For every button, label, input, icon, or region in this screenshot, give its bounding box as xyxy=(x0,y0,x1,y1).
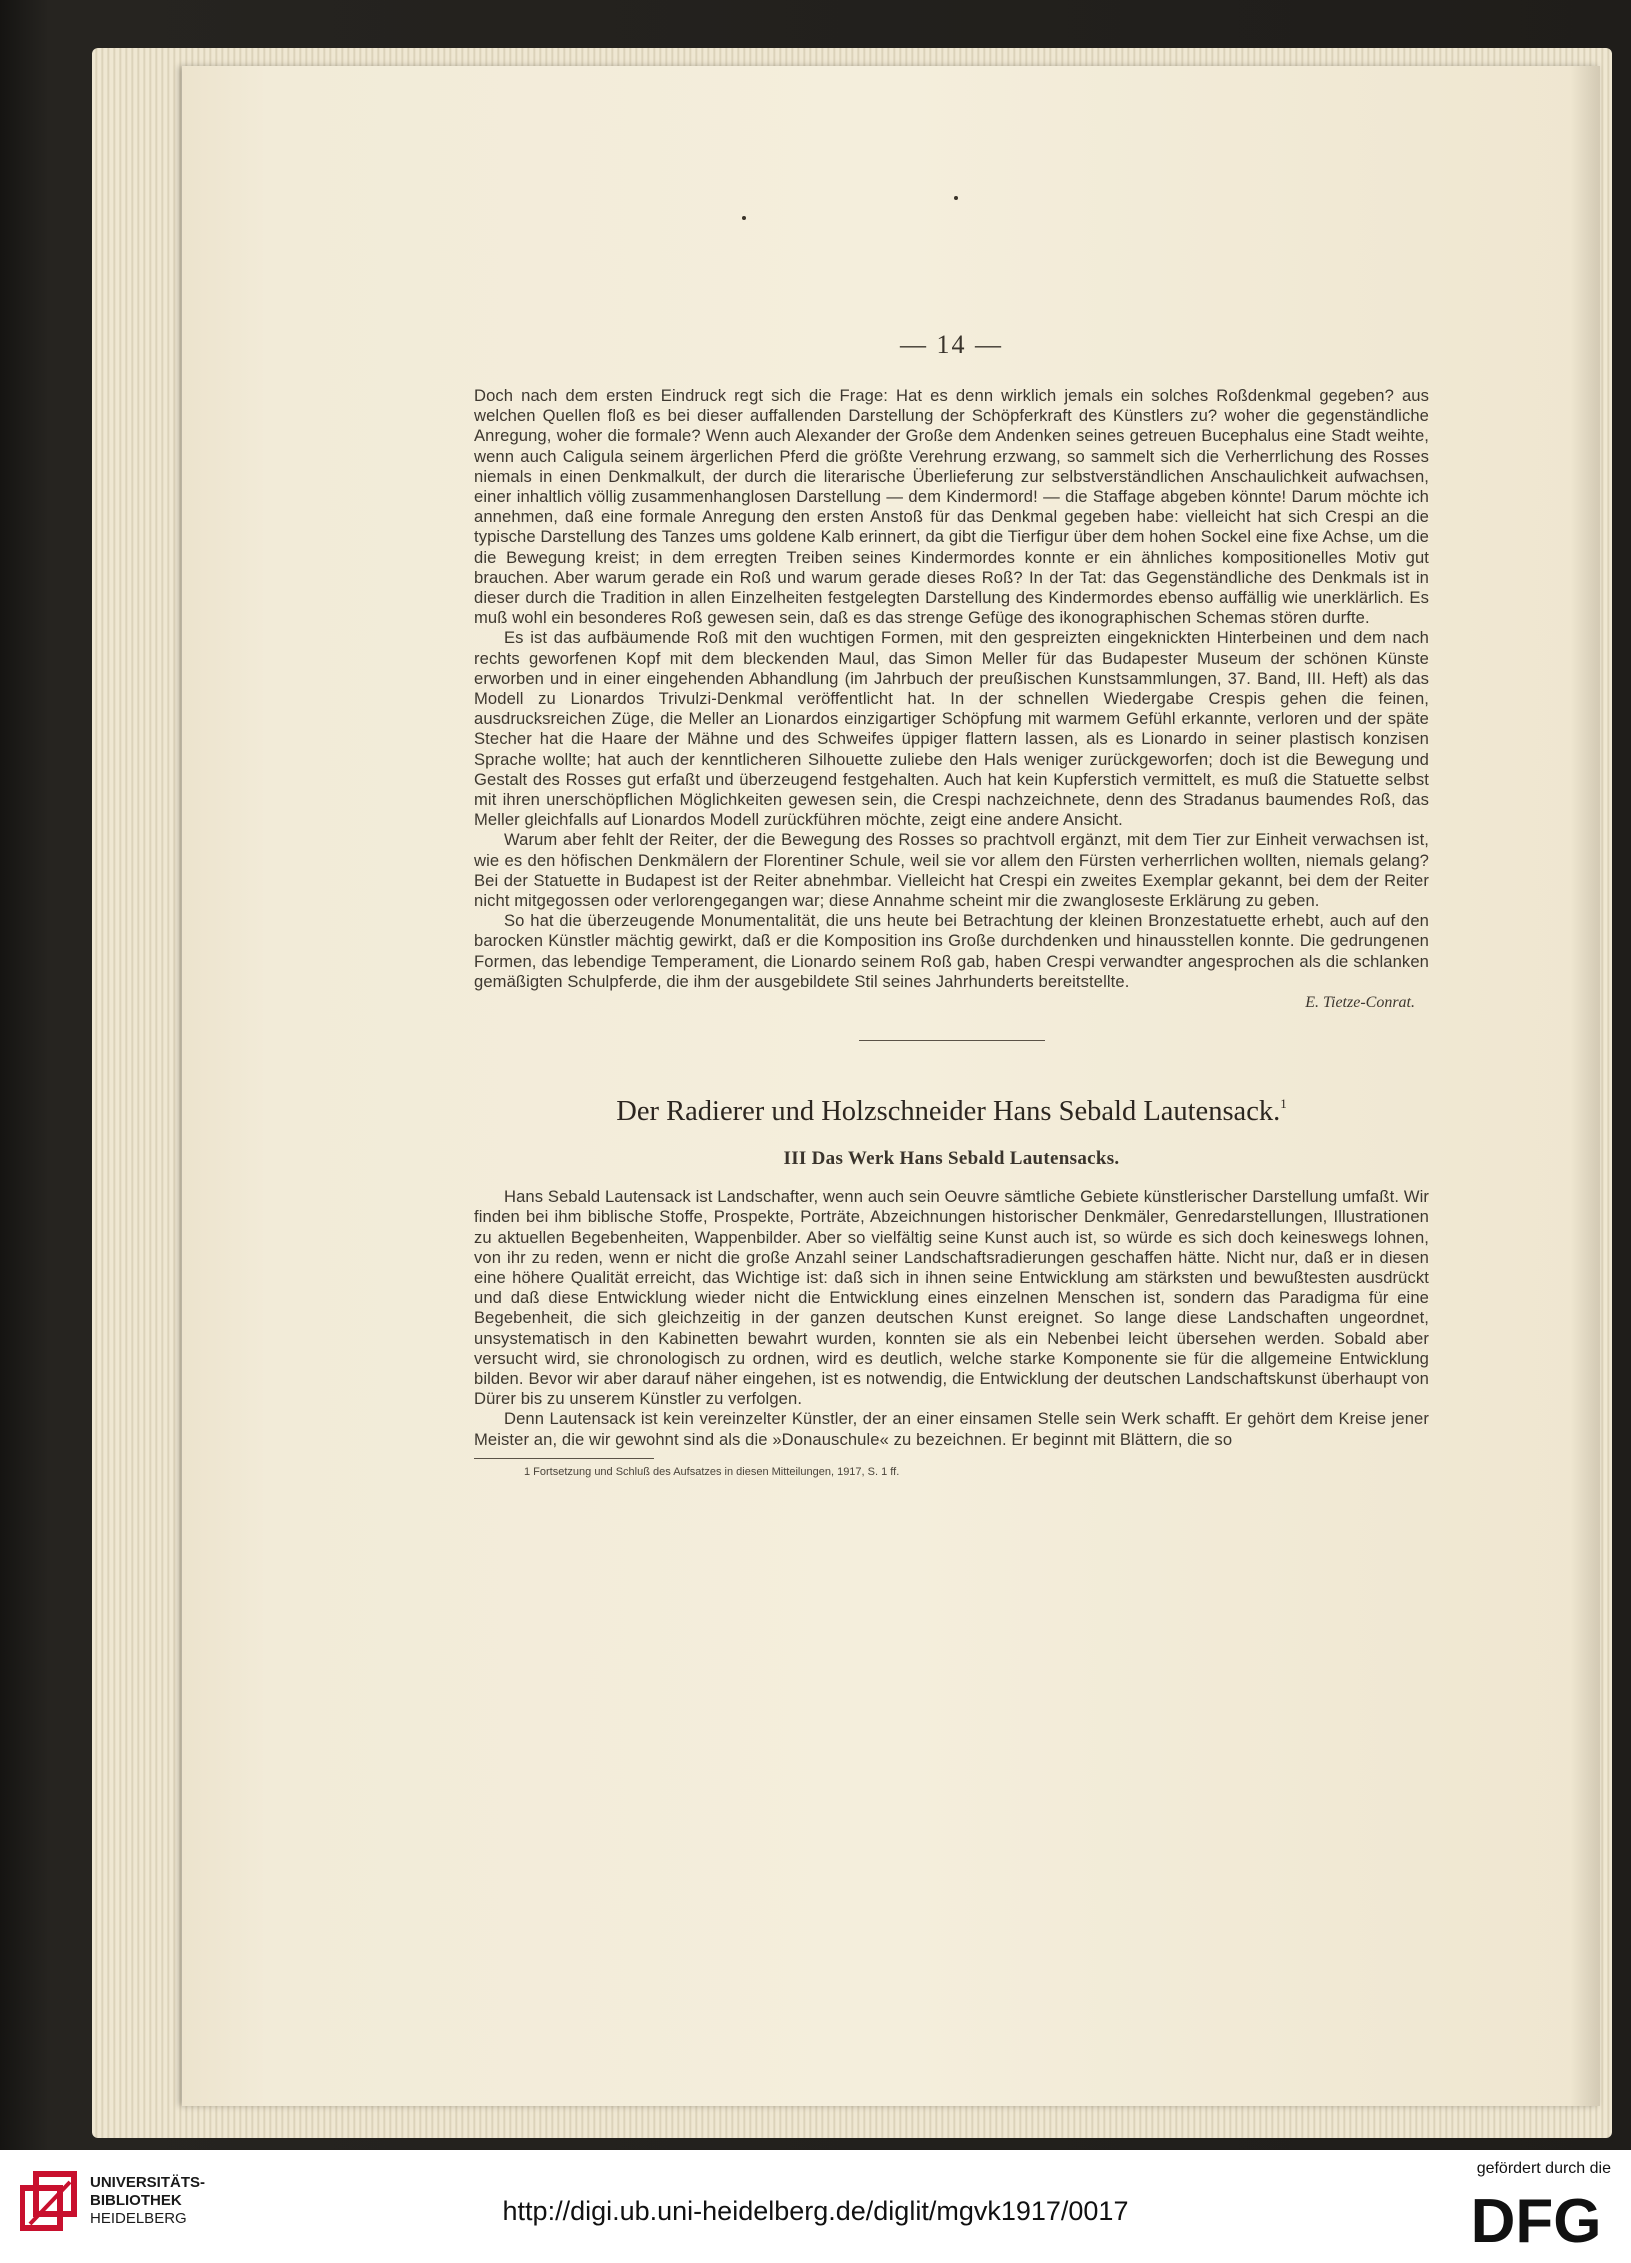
page-number: — 14 — xyxy=(900,330,1003,359)
article-title xyxy=(474,1087,1429,1129)
paper-speck xyxy=(954,196,958,200)
library-name-line: UNIVERSITÄTS- xyxy=(90,2174,206,2191)
body-paragraph: Warum aber fehlt der Reiter, der die Bewegung des Rosses so prachtvoll ergänzt, mit dem Tier zur Einheit verwachsen ist, wie es den höfischen Denkmälern der Florentiner Schule, weil sie vor allem den Fürsten verherrlichen wollten, niemals gelang? Bei der Statuette in Budapest ist der Reiter abnehmbar. Vielleicht hat Crespi ein zweites Exemplar gekannt, bei dem der Reiter nicht mitgegossen oder verlorengegangen war; diese Annahme scheint mir die zwangloseste Erklärung zu geben. xyxy=(474,830,1429,911)
article-title-text: Der Radierer und Holzschneider Hans Sebald Lautensack. xyxy=(616,1096,1281,1128)
body-paragraph: Doch nach dem ersten Eindruck regt sich die Frage: Hat es denn wirklich jemals ein solches Roßdenkmal gegeben? aus welchen Quellen floß es bei dieser auffallenden Darstellung der Schöpferkraft des Künstlers zu? woher die gegenständliche Anregung, woher die formale? Wenn auch Alexander der Große dem Andenken seines getreuen Bucephalus eine Stadt weihte, wenn auch Caligula seinem ärgerlichen Pferd die größte Verehrung erzwang, so sammelt sich die Verherrlichung des Rosses niemals in einen Denkmalkult, der durch die literarische Überlieferung zur selbstverständlichen Anschaulichkeit aufwachsen, einer inhaltlich völlig zusammenhanglosen Darstellung — dem Kindermord! — die Staffage abgeben könnte! Darum möchte ich annehmen, daß eine formale Anregung den ersten Anstoß für das Denkmal gegeben habe: vielleicht hat sich Crespi an die typische Darstellung des Tanzes ums goldene Kalb erinnert, da gibt die Tierfigur über dem hohen Sockel eine fixe Achse, um die die Bewegung kreist; in dem erregten Treiben seines Kindermordes konnte er ein ähnliches kompositionelles Motiv gut brauchen. Aber warum gerade ein Roß und warum gerade dieses Roß? In der Tat: das Gegenständliche des Denkmals ist in dieser durch die Tradition in allen Einzelheiten festgelegten Darstellung des Kindermordes ebenso auffällig wie unerklärlich. Es muß wohl ein besonderes Roß gewesen sein, daß es das strenge Gefüge des ikonographischen Schemas stören durfte. xyxy=(474,386,1429,628)
viewer-footer xyxy=(0,2150,1631,2263)
funding-caption: gefördert durch die xyxy=(1476,2160,1611,2177)
footnote-divider xyxy=(474,1458,654,1459)
footnote-marker: 1 xyxy=(1280,1096,1287,1112)
section-divider xyxy=(859,1040,1045,1041)
dfg-logo-icon xyxy=(1461,2190,1611,2248)
page-curl-shadow xyxy=(1570,66,1600,2106)
library-name-line: BIBLIOTHEK xyxy=(90,2192,182,2209)
dfg-logo-text: DFG xyxy=(1470,2190,1602,2248)
paper-speck xyxy=(742,216,746,220)
body-paragraph: Es ist das aufbäumende Roß mit den wuchtigen Formen, mit den gespreizten eingeknickten Hinterbeinen und dem nach rechts geworfenen Kopf mit dem bleckenden Maul, das Simon Meller für das Budapester Museum der schönen Künste erworben und in einer eingehenden Abhandlung (im Jahrbuch der preußischen Kunstsammlungen, 37. Band, III. Heft) als das Modell zu Lionardos Trivulzi-Denkmal veröffentlicht hat. In der schnellen Wiedergabe Crespis gehen die feinen, ausdrucksreichen Züge, die Meller an Lionardos einzigartiger Schöpfung mit warmem Gefühl erkannte, verloren und der späte Stecher hat die Haare der Mähne und des Schweifes üppiger flattern lassen, als es Lionardo in seiner plastisch konzisen Sprache wollte; hat auch der kenntlicheren Silhouette zuliebe den Hals weniger zurückgeworfen; doch ist die Bewegung und Gestalt des Rosses gut erfaßt und überzeugend festgehalten. Auch hat kein Kupferstich vermittelt, es muß die Statuette selbst mit ihren unerschöpflichen Möglichkeiten gewesen sein, die Crespi nachzeichnete, denn des Stradanus baumendes Roß, das Meller gleichfalls auf Lionardos Modell zurückführen möchte, zeigt eine andere Ansicht. xyxy=(474,628,1429,830)
article-paragraph: Hans Sebald Lautensack ist Landschafter, wenn auch sein Oeuvre sämtliche Gebiete künstlerischer Darstellung umfaßt. Wir finden bei ihm biblische Stoffe, Prospekte, Porträte, Abzeichnungen historischer Denkmäler, Genredarstellungen, Illustrationen zu aktuellen Begebenheiten, Wappenbilder. Aber so vielfältig seine Kunst auch ist, so würde es sich doch keineswegs lohnen, von ihr zu reden, wenn er nicht die große Anzahl seiner Landschaftsradierungen geschaffen hätte. Nicht nur, daß er in diesen eine höhere Qualität erreicht, das Wichtige ist: daß sich in ihnen seine Entwicklung am stärksten und bewußtesten ausdrückt und daß diese Entwicklung wieder nicht die Entwicklung eines einzelnen Menschen ist, sondern das Paradigma für eine Begebenheit, die sich gleichzeitig in der ganzen deutschen Kunst ereignet. So lange diese Landschaften ungeordnet, unsystematisch in den Kabinetten bewahrt wurden, konnten sie als ein Nebenbei leicht übersehen werden. Sobald aber versucht wird, sie chronologisch zu ordnen, wird es deutlich, welche starke Komponente sie für die allgemeine Entwicklung bilden. Bevor wir aber darauf näher eingehen, ist es notwendig, die Entwicklung der deutschen Landschaftskunst überhaupt von Dürer bis zu unserem Künstler zu verfolgen. xyxy=(474,1187,1429,1409)
article-paragraph: Denn Lautensack ist kein vereinzelter Künstler, der an einer einsamen Stelle sein Werk schafft. Er gehört dem Kreise jener Meister an, die wir gewohnt sind als die »Donauschule« zu bezeichnen. Er beginnt mit Blättern, die so xyxy=(474,1409,1429,1449)
source-url-link[interactable]: http://digi.ub.uni-heidelberg.de/diglit/mgvk1917/0017 xyxy=(502,2196,1129,2226)
library-name-line: HEIDELBERG xyxy=(90,2210,187,2227)
body-paragraph: So hat die überzeugende Monumentalität, die uns heute bei Betrachtung der kleinen Bronzestatuette erhebt, auch auf den barocken Künstler mächtig gewirkt, daß er die Komposition ins Große durchdenken und hinausstellen konnte. Die gedrungenen Formen, das lebendige Temperament, die Lionardo seinem Roß gab, haben Crespi verwandter angesprochen als die schlanken gemäßigten Schulpferde, die ihm der ausgebildete Stil seines Jahrhunderts bereitstellte. xyxy=(474,911,1429,991)
author-signature: E. Tietze-Conrat. xyxy=(1305,994,1415,1012)
footnote: 1 Fortsetzung und Schluß des Aufsatzes in diesen Mitteilungen, 1917, S. 1 ff. xyxy=(524,1465,900,1478)
section-heading: III Das Werk Hans Sebald Lautensacks. xyxy=(783,1148,1120,1170)
page-content xyxy=(474,330,1429,1479)
